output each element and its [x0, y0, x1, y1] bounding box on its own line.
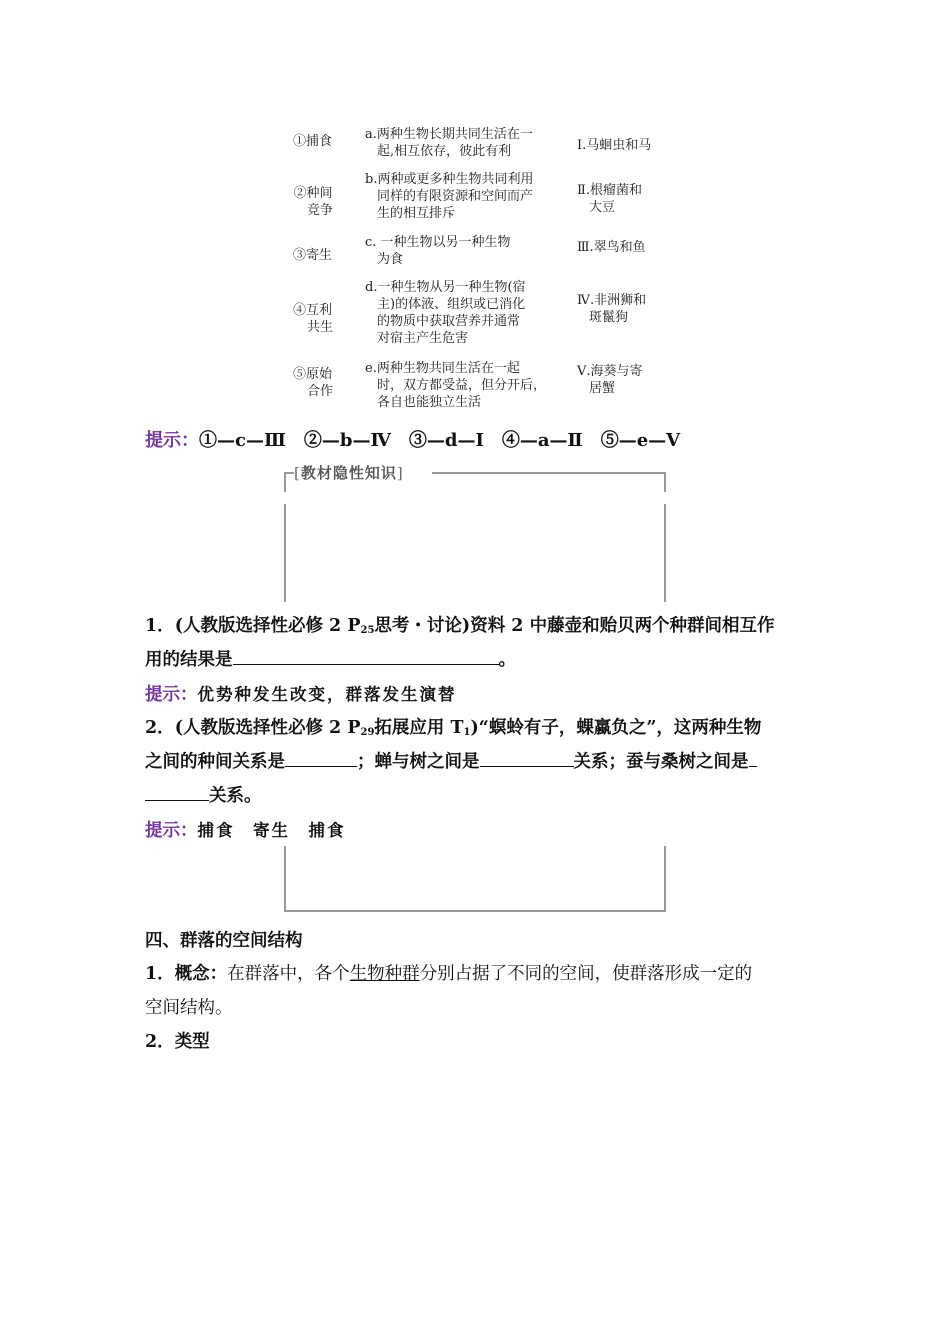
question-text: ；蝉与树之间是	[357, 752, 480, 772]
example-3	[577, 239, 646, 256]
item-text: 在群落中，各个	[227, 964, 350, 984]
example-line: Ⅰ.马蛔虫和马	[577, 138, 652, 153]
hidden-knowledge-box	[284, 460, 666, 602]
term-3	[293, 247, 332, 264]
box-bottom-frame	[284, 846, 666, 912]
term-text: ③寄生	[293, 248, 333, 263]
definition-line: 的物质中获取营养并通常	[377, 314, 521, 329]
definition-line: 起,相互依存，彼此有利	[377, 144, 512, 159]
question-text: 关系。	[209, 786, 262, 806]
term-text: ①捕食	[293, 134, 333, 149]
definition-line: d.一种生物从另一种生物(宿	[365, 280, 526, 295]
example-5	[577, 363, 643, 397]
question-text: 思考・讨论)资料 2 中藤壶和贻贝两个种群间相互作	[374, 616, 775, 636]
type-line	[145, 1028, 210, 1053]
definition-line: 对宿主产生危害	[377, 331, 469, 346]
item-number: 2．	[145, 1032, 175, 1052]
example-line: Ⅳ.非洲狮和	[577, 293, 647, 308]
item-label: 概念：	[174, 964, 228, 984]
matching-table	[285, 122, 685, 422]
hint-text: 优势种发生改变，群落发生演替	[197, 685, 457, 704]
question-text: 。	[498, 650, 516, 670]
answer-blank[interactable]	[749, 748, 757, 767]
definition-b	[365, 171, 533, 222]
item-text: 分别占据了不同的空间，使群落形成一定的	[419, 964, 753, 984]
example-4	[577, 292, 646, 326]
term-text: ②种间	[293, 186, 333, 201]
example-line: Ⅴ.海葵与寄	[577, 364, 643, 379]
question-1-line-2	[145, 646, 516, 671]
example-line: Ⅲ.翠鸟和鱼	[577, 240, 646, 255]
hint-label: 提示：	[145, 430, 199, 451]
concept-line-1	[145, 960, 752, 985]
item-number: 1．	[145, 964, 175, 984]
example-line: Ⅱ.根瘤菌和	[577, 183, 642, 198]
example-line: 大豆	[589, 200, 616, 215]
definition-line: 为食	[377, 252, 404, 267]
definition-c	[365, 234, 511, 268]
term-4	[293, 302, 333, 336]
term-text: 合作	[307, 384, 334, 399]
term-text: 竞争	[307, 203, 334, 218]
example-2	[577, 182, 642, 216]
question-text: (人教版选择性必修 2 P	[174, 616, 361, 636]
definition-line: 各自也能独立生活	[377, 395, 482, 410]
example-line: 居蟹	[589, 381, 616, 396]
definition-line: b.两种或更多种生物共同利用	[365, 172, 534, 187]
question-text: 用的结果是	[145, 650, 233, 670]
term-1	[293, 133, 332, 150]
hint-text: 捕食 寄生 捕食	[197, 821, 346, 840]
example-1	[577, 137, 651, 154]
definition-line: 主)的体液、组织或已消化	[377, 297, 526, 312]
term-5	[293, 366, 333, 400]
definition-line: 生的相互排斥	[377, 206, 456, 221]
definition-line: 时，双方都受益，但分开后，	[377, 378, 547, 393]
answer-blank[interactable]	[285, 748, 357, 767]
term-text: 共生	[307, 320, 334, 335]
definition-a	[365, 126, 533, 160]
hint-answer-1	[145, 426, 680, 452]
term-text: ④互利	[293, 303, 333, 318]
term-2	[293, 185, 333, 219]
hint-label: 提示：	[145, 821, 198, 841]
page-subscript: 25	[360, 625, 375, 636]
hint-answer-2	[145, 681, 457, 706]
example-line: 斑鬣狗	[589, 310, 629, 325]
answer-blank[interactable]	[480, 748, 574, 767]
definition-line: e.两种生物共同生活在一起	[365, 361, 520, 376]
definition-d	[365, 279, 526, 347]
definition-line: 同样的有限资源和空间而产	[377, 189, 534, 204]
underlined-term: 生物种群	[349, 964, 420, 984]
question-text: 拓展应用 T	[374, 718, 464, 738]
question-2-line-1	[145, 714, 761, 739]
definition-line: c. 一种生物以另一种生物	[365, 235, 511, 250]
page-subscript: 29	[360, 727, 375, 738]
question-number: 2．	[145, 718, 175, 738]
answer-blank[interactable]	[233, 646, 499, 665]
question-text: )“螟蛉有子，蜾蠃负之”，这两种生物	[470, 718, 762, 738]
box-title: [教材隐性知识]	[294, 464, 404, 482]
definition-e	[365, 360, 546, 411]
question-text: 关系；蚕与桑树之间是	[573, 752, 749, 772]
question-number: 1．	[145, 616, 175, 636]
item-label: 类型	[174, 1032, 210, 1052]
concept-line-2: 空间结构。	[145, 998, 233, 1018]
term-text: ⑤原始	[293, 367, 333, 382]
box-title-text: 教材隐性知识	[300, 464, 397, 482]
question-1-line-1	[145, 612, 775, 637]
definition-line: a.两种生物长期共同生活在一	[365, 127, 533, 142]
section-heading: 四、群落的空间结构	[145, 931, 303, 951]
answer-blank[interactable]	[145, 782, 209, 801]
hint-label: 提示：	[145, 685, 198, 705]
question-2-line-2	[145, 748, 757, 773]
question-2-line-3	[145, 782, 262, 807]
hint-text: ①—c—Ⅲ ②—b—Ⅳ ③—d—Ⅰ ④—a—Ⅱ ⑤—e—Ⅴ	[199, 430, 681, 451]
hint-answer-3	[145, 817, 346, 842]
t-subscript: 1	[463, 727, 471, 738]
question-text: (人教版选择性必修 2 P	[174, 718, 361, 738]
question-text: 之间的种间关系是	[145, 752, 285, 772]
